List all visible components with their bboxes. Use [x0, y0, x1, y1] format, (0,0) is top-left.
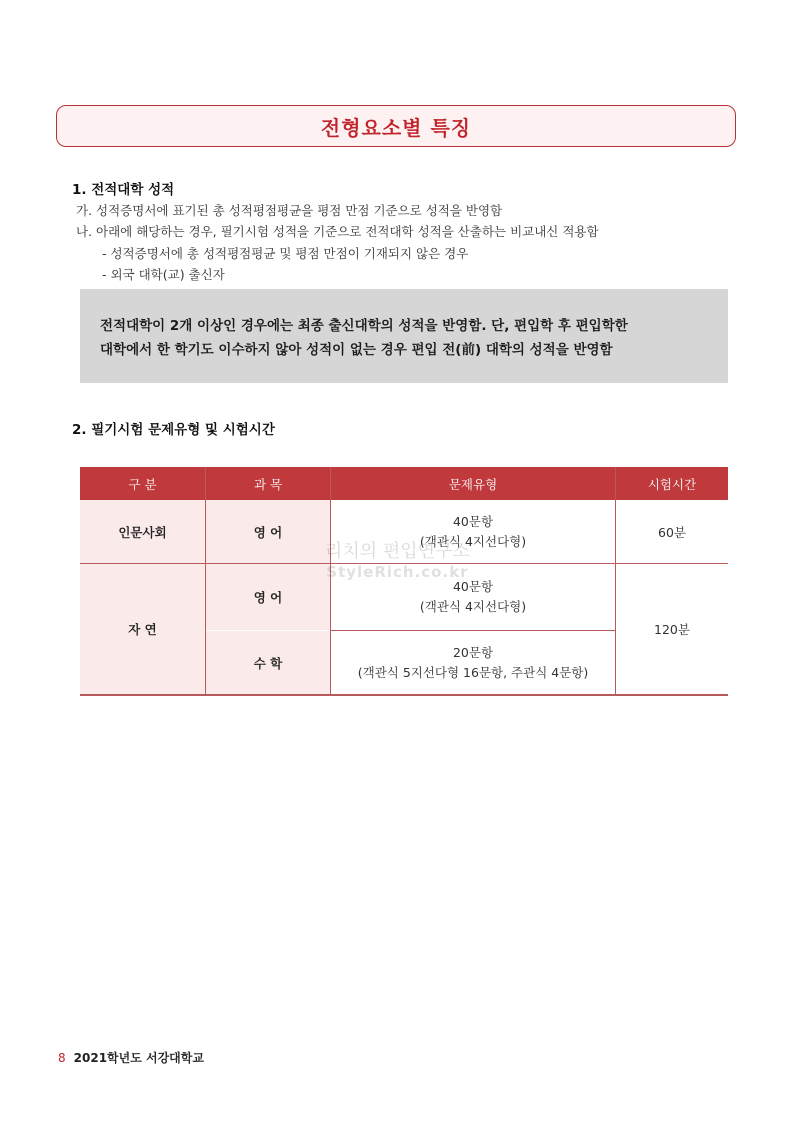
bullet-item: - 성적증명서에 총 성적평점평균 및 평점 만점이 기재되지 않은 경우: [102, 246, 469, 261]
bullet-item: - 외국 대학(교) 출신자: [102, 267, 225, 282]
type-count: 20문항: [452, 644, 494, 660]
section-title-box: [56, 105, 736, 147]
item-na: 나. 아래에 해당하는 경우, 필기시험 성적을 기준으로 전적대학 성적을 산출하는 비교내신 적용함: [76, 224, 599, 239]
row-divider: [80, 563, 728, 564]
row-divider: [331, 630, 616, 631]
footer-text: 2021학년도 서강대학교: [73, 1051, 204, 1065]
item-ga: 가. 성적증명서에 표기된 총 성적평점평균을 평점 만점 기준으로 성적을 반영함: [76, 203, 503, 218]
group-cell: 자 연: [80, 564, 205, 694]
watermark-url: StyleRich.co.kr: [326, 563, 469, 581]
note-line: 대학에서 한 학기도 이수하지 않아 성적이 없는 경우 편입 전(前) 대학의 성적을 반영함: [100, 342, 613, 358]
page-number: 8: [58, 1051, 66, 1065]
time-cell: 120분: [654, 622, 690, 637]
type-cell: [331, 564, 615, 630]
subject-cell: 영 어: [206, 500, 330, 563]
section-title: 전형요소별 특징: [320, 115, 472, 140]
table-header: 구 분: [80, 467, 205, 500]
type-count: 40문항: [452, 513, 494, 529]
table-header: 시험시간: [616, 467, 728, 500]
type-format: (객관식 5지선다형 16문항, 주관식 4문항): [357, 664, 589, 680]
column-divider: [205, 467, 206, 694]
type-cell: [331, 631, 615, 694]
type-format: (객관식 4지선다형): [419, 599, 527, 614]
group-cell: 인문사회: [80, 500, 205, 563]
heading-written-exam: 2. 필기시험 문제유형 및 시험시간: [72, 422, 275, 438]
watermark-text: 리치의 편입연구소: [325, 541, 470, 562]
column-divider: [330, 467, 331, 694]
type-format: (객관식 4지선다형): [419, 533, 527, 549]
type-cell: [331, 500, 615, 563]
column-divider: [615, 467, 616, 694]
table-bottom-border: [80, 694, 728, 696]
page-footer: [58, 1049, 204, 1066]
note-line: 전적대학이 2개 이상인 경우에는 최종 출신대학의 성적을 반영함. 단, 편입학 후 편입학한: [100, 318, 628, 334]
note-box: [80, 289, 728, 383]
table-header: 문제유형: [331, 467, 615, 500]
subject-cell: 수 학: [206, 631, 330, 694]
time-cell: 60분: [658, 524, 686, 540]
type-count: 40문항: [452, 579, 494, 594]
subject-cell: 영 어: [206, 564, 330, 630]
heading-prior-college-grades: 1. 전적대학 성적: [72, 182, 175, 198]
table-header: 과 목: [206, 467, 330, 500]
